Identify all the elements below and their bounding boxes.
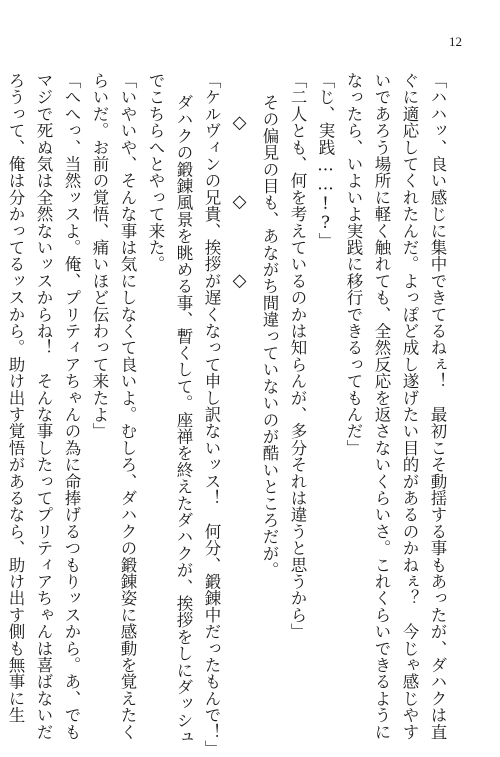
text-line: 「ハハッ、良い感じに集中できてるねぇ！ 最初こそ動揺する事もあったが、ダハクは直	[428, 72, 447, 740]
text-line: 「二人とも、何を考えているのかは知らんが、多分それは違うと思うから」	[288, 72, 307, 640]
text-line: 「へへっ、当然ッスよ。俺、プリティアちゃんの為に命捧げるつもりッスから。あ、でも	[62, 72, 81, 740]
text-line: ぐに適応してくれたんだ。よっぽど成し遂げたい目的があるのかねぇ？ 今じゃ感じやす	[400, 72, 419, 740]
text-line: その偏見の目も、あながち間違っていないのが酷いところだが。	[260, 94, 279, 579]
text-line: ダハクの鍛錬風景を眺める事、暫くして。座禅を終えたダハクが、挨拶をしにダッシュ	[174, 94, 193, 746]
text-line: 「ケルヴィンの兄貴、挨拶が遅くなって申し訳ないッス！ 何分、鍛錬中だったもんで！」	[202, 72, 221, 757]
text-line: でこちらへとやって来た。	[146, 72, 165, 273]
text-line: いであろう場所に軽く触れても、全然反応を返さないくらいさ。これくらいできるように	[372, 72, 391, 740]
text-line: マジで死ぬ気は全然ないッスからね！ そんな事したってプリティアちゃんは喜ばないだ	[34, 72, 53, 740]
text-line: ろうって、俺は分かってるッスから。助け出す覚悟があるなら、助け出す側も無事に生	[6, 72, 25, 724]
text-line: 「じ、実践……!?」	[316, 72, 335, 249]
text-line: 「いやいや、そんな事は気にしなくて良いよ。むしろ、ダハクの鍛錬姿に感動を覚えたく	[118, 72, 137, 740]
scene-divider: ◇ ◇ ◇	[229, 112, 250, 311]
page-number: 12	[449, 34, 462, 49]
text-line: らいだ。お前の覚悟、痛いほど伝わって来たよ」	[90, 72, 109, 440]
text-line: なったら、いよいよ実践に移行できるってもんだ」	[344, 72, 363, 457]
